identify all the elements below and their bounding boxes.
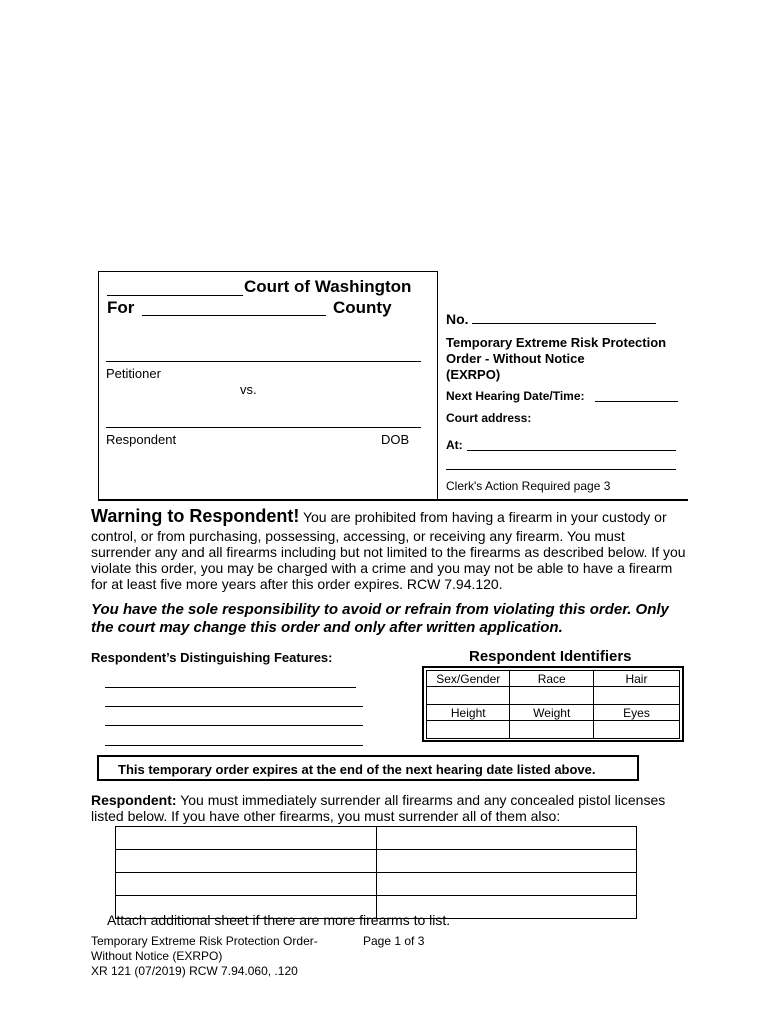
petitioner-label: Petitioner	[106, 366, 161, 381]
clerk-action-note: Clerk's Action Required page 3	[446, 479, 611, 493]
for-label: For	[107, 298, 135, 317]
surrender-label: Respondent:	[91, 792, 177, 808]
sole-responsibility-line1: You have the sole responsibility to avoid or refrain from violating this order. Only	[91, 601, 669, 618]
eyes-value[interactable]	[593, 721, 679, 739]
identifiers-title: Respondent Identifiers	[469, 648, 632, 665]
case-number-label: No.	[446, 311, 469, 327]
firearm-cell[interactable]	[116, 873, 377, 896]
hair-value[interactable]	[593, 687, 679, 705]
expiry-notice-box	[97, 755, 639, 781]
vs-label: vs.	[240, 382, 257, 397]
warning-text-5: for at least five more years after this order expires. RCW 7.94.120.	[91, 576, 503, 592]
petitioner-name-line[interactable]	[106, 361, 421, 362]
race-header: Race	[510, 671, 593, 687]
features-line-4[interactable]	[105, 745, 363, 746]
caption-top-border	[98, 271, 438, 272]
features-line-1[interactable]	[105, 687, 356, 688]
court-heading: Court of Washington	[244, 277, 412, 296]
firearms-table	[115, 826, 637, 919]
warning-text-2: control, or from purchasing, possessing, accessing, or receiving any firearm. You must	[91, 528, 625, 544]
firearm-cell[interactable]	[116, 827, 377, 850]
sex-gender-value[interactable]	[427, 687, 510, 705]
warning-text-3: surrender any and all firearms including but not limited to the firearms as described below. If you	[91, 544, 686, 560]
sole-responsibility-line2: the court may change this order and only after written application.	[91, 619, 563, 636]
order-title-line2: Order - Without Notice	[446, 351, 585, 366]
table-row	[116, 827, 637, 850]
warning-text-1: You are prohibited from having a firearm in your custody or	[302, 509, 667, 525]
surrender-line-1	[91, 792, 665, 808]
court-address-blank-1[interactable]	[467, 450, 676, 451]
identifiers-box	[422, 666, 684, 742]
footer-form-number: XR 121 (07/2019) RCW 7.94.060, .120	[91, 964, 298, 978]
surrender-text-2: listed below. If you have other firearms, you must surrender all of them also:	[91, 808, 561, 824]
expiry-notice-text: This temporary order expires at the end of the next hearing date listed above.	[118, 762, 596, 777]
order-title-line3: (EXRPO)	[446, 367, 501, 382]
table-row	[116, 873, 637, 896]
respondent-label: Respondent	[106, 432, 177, 447]
attach-sheet-note: Attach additional sheet if there are more firearms to list.	[107, 912, 451, 928]
county-blank[interactable]	[142, 315, 326, 316]
court-name-blank[interactable]	[107, 295, 243, 296]
surrender-text-1: You must immediately surrender all firearms and any concealed pistol licenses	[180, 792, 666, 808]
sex-gender-header: Sex/Gender	[427, 671, 510, 687]
page-number: Page 1 of 3	[363, 934, 425, 948]
height-value[interactable]	[427, 721, 510, 739]
firearm-cell[interactable]	[116, 850, 377, 873]
dob-label: DOB	[381, 432, 410, 447]
footer-form-title-1: Temporary Extreme Risk Protection Order-	[91, 934, 318, 948]
warning-line-1	[91, 506, 667, 527]
footer-form-title-2: Without Notice (EXRPO)	[91, 949, 223, 963]
caption-left-border	[98, 271, 99, 499]
distinguishing-features-label: Respondent’s Distinguishing Features:	[91, 650, 333, 665]
table-row	[116, 850, 637, 873]
features-line-3[interactable]	[105, 725, 363, 726]
case-number-blank[interactable]	[472, 323, 656, 324]
warning-text-4: violate this order, you may be charged with a crime and you may not be able to have a firearm	[91, 560, 673, 576]
respondent-name-line[interactable]	[106, 427, 421, 428]
firearm-cell[interactable]	[376, 873, 637, 896]
order-title-line1: Temporary Extreme Risk Protection	[446, 335, 667, 350]
firearm-cell[interactable]	[376, 827, 637, 850]
race-value[interactable]	[510, 687, 593, 705]
warning-heading: Warning to Respondent!	[91, 506, 300, 526]
court-address-blank-2[interactable]	[446, 469, 676, 470]
county-label: County	[333, 298, 392, 317]
next-hearing-label: Next Hearing Date/Time:	[446, 389, 585, 403]
eyes-header: Eyes	[593, 705, 679, 721]
court-address-label: Court address:	[446, 411, 532, 425]
caption-bottom-rule	[98, 499, 688, 501]
weight-header: Weight	[510, 705, 593, 721]
identifiers-table	[426, 670, 680, 739]
hair-header: Hair	[593, 671, 679, 687]
weight-value[interactable]	[510, 721, 593, 739]
firearm-cell[interactable]	[376, 850, 637, 873]
caption-right-border	[437, 271, 438, 499]
height-header: Height	[427, 705, 510, 721]
features-line-2[interactable]	[105, 706, 363, 707]
next-hearing-blank[interactable]	[595, 401, 678, 402]
at-label: At:	[446, 438, 463, 452]
